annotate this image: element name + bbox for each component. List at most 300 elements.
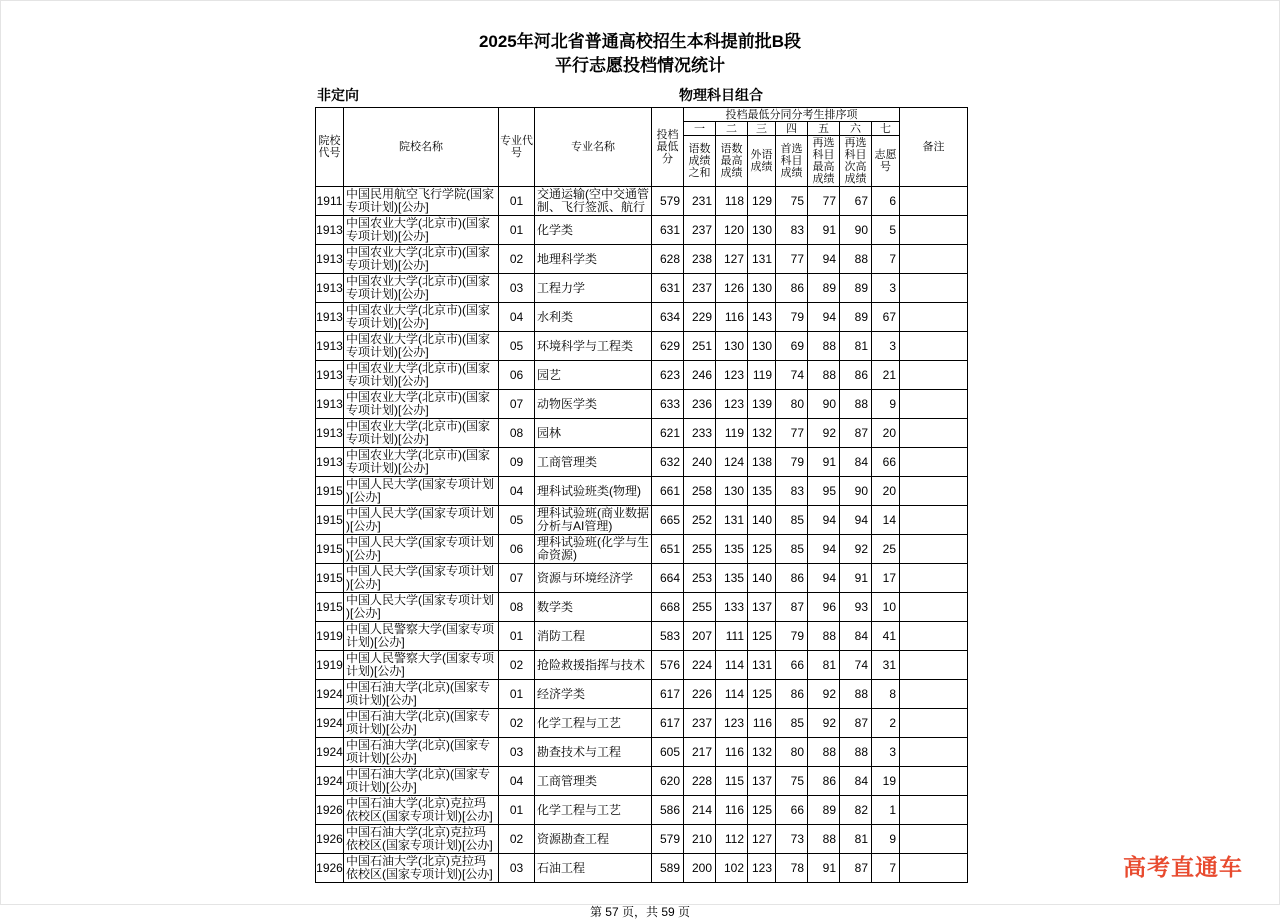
rank-4-cell: 87 <box>776 593 808 622</box>
min-score-cell: 631 <box>652 216 684 245</box>
rank-5-cell: 96 <box>808 593 840 622</box>
table-body <box>316 187 968 883</box>
college-name-cell: 中国农业大学(北京市)(国家专项计划)[公办] <box>344 448 499 477</box>
rank-5-cell: 88 <box>808 825 840 854</box>
table-row <box>316 767 968 796</box>
rank-2-cell: 120 <box>716 216 748 245</box>
rank-col-label-6: 再选科目次高成绩 <box>840 136 872 187</box>
rank-4-cell: 85 <box>776 709 808 738</box>
rank-2-cell: 115 <box>716 767 748 796</box>
remark-cell <box>900 361 968 390</box>
rank-5-cell: 94 <box>808 564 840 593</box>
rank-4-cell: 77 <box>776 245 808 274</box>
rank-col-label-3: 外语成绩 <box>748 136 776 187</box>
major-code-cell: 08 <box>499 593 535 622</box>
rank-6-cell: 67 <box>840 187 872 216</box>
college-name-cell: 中国人民大学(国家专项计划)[公办] <box>344 506 499 535</box>
rank-6-cell: 84 <box>840 767 872 796</box>
min-score-cell: 579 <box>652 187 684 216</box>
labels-row <box>315 85 967 103</box>
rank-4-cell: 79 <box>776 622 808 651</box>
rank-col-label-1: 语数成绩之和 <box>684 136 716 187</box>
college-code-cell: 1919 <box>316 651 344 680</box>
header-major-code: 专业代号 <box>499 108 535 187</box>
remark-cell <box>900 332 968 361</box>
college-code-cell: 1913 <box>316 448 344 477</box>
table-row <box>316 506 968 535</box>
min-score-cell: 623 <box>652 361 684 390</box>
college-code-cell: 1924 <box>316 767 344 796</box>
rank-4-cell: 79 <box>776 448 808 477</box>
rank-3-cell: 137 <box>748 593 776 622</box>
remark-cell <box>900 419 968 448</box>
rank-col-number-4: 四 <box>776 122 808 136</box>
rank-3-cell: 131 <box>748 651 776 680</box>
rank-7-cell: 14 <box>872 506 900 535</box>
table-row <box>316 245 968 274</box>
rank-7-cell: 3 <box>872 738 900 767</box>
college-name-cell: 中国农业大学(北京市)(国家专项计划)[公办] <box>344 303 499 332</box>
min-score-cell: 576 <box>652 651 684 680</box>
major-code-cell: 08 <box>499 419 535 448</box>
table-row <box>316 448 968 477</box>
rank-2-cell: 123 <box>716 361 748 390</box>
table-row <box>316 535 968 564</box>
rank-1-cell: 207 <box>684 622 716 651</box>
table-row <box>316 680 968 709</box>
major-code-cell: 02 <box>499 825 535 854</box>
rank-7-cell: 17 <box>872 564 900 593</box>
rank-6-cell: 81 <box>840 825 872 854</box>
major-code-cell: 03 <box>499 738 535 767</box>
rank-7-cell: 9 <box>872 390 900 419</box>
remark-cell <box>900 216 968 245</box>
rank-4-cell: 69 <box>776 332 808 361</box>
rank-4-cell: 78 <box>776 854 808 883</box>
rank-7-cell: 8 <box>872 680 900 709</box>
min-score-cell: 632 <box>652 448 684 477</box>
major-code-cell: 05 <box>499 332 535 361</box>
table-header <box>316 108 968 187</box>
remark-cell <box>900 709 968 738</box>
major-code-cell: 07 <box>499 390 535 419</box>
college-name-cell: 中国农业大学(北京市)(国家专项计划)[公办] <box>344 274 499 303</box>
rank-3-cell: 135 <box>748 477 776 506</box>
header-remark: 备注 <box>900 108 968 187</box>
rank-col-number-3: 三 <box>748 122 776 136</box>
college-code-cell: 1915 <box>316 535 344 564</box>
rank-1-cell: 233 <box>684 419 716 448</box>
rank-4-cell: 77 <box>776 419 808 448</box>
rank-col-label-4: 首选科目成绩 <box>776 136 808 187</box>
rank-4-cell: 75 <box>776 187 808 216</box>
rank-1-cell: 229 <box>684 303 716 332</box>
remark-cell <box>900 187 968 216</box>
watermark-logo: 高考直通车 <box>1123 854 1243 880</box>
rank-2-cell: 116 <box>716 738 748 767</box>
rank-4-cell: 79 <box>776 303 808 332</box>
rank-3-cell: 125 <box>748 622 776 651</box>
rank-5-cell: 94 <box>808 245 840 274</box>
rank-5-cell: 86 <box>808 767 840 796</box>
min-score-cell: 668 <box>652 593 684 622</box>
rank-6-cell: 92 <box>840 535 872 564</box>
table-row <box>316 593 968 622</box>
rank-col-label-7: 志愿号 <box>872 136 900 187</box>
rank-5-cell: 89 <box>808 274 840 303</box>
rank-2-cell: 123 <box>716 709 748 738</box>
rank-2-cell: 135 <box>716 535 748 564</box>
major-code-cell: 01 <box>499 216 535 245</box>
table-row <box>316 477 968 506</box>
rank-6-cell: 81 <box>840 332 872 361</box>
rank-4-cell: 80 <box>776 738 808 767</box>
rank-1-cell: 224 <box>684 651 716 680</box>
college-code-cell: 1913 <box>316 245 344 274</box>
rank-6-cell: 88 <box>840 680 872 709</box>
rank-5-cell: 90 <box>808 390 840 419</box>
table-row <box>316 651 968 680</box>
college-name-cell: 中国农业大学(北京市)(国家专项计划)[公办] <box>344 332 499 361</box>
college-code-cell: 1915 <box>316 564 344 593</box>
rank-3-cell: 140 <box>748 564 776 593</box>
rank-2-cell: 130 <box>716 332 748 361</box>
college-name-cell: 中国石油大学(北京)克拉玛依校区(国家专项计划)[公办] <box>344 854 499 883</box>
rank-6-cell: 88 <box>840 390 872 419</box>
rank-1-cell: 217 <box>684 738 716 767</box>
table-row <box>316 419 968 448</box>
rank-3-cell: 123 <box>748 854 776 883</box>
remark-cell <box>900 593 968 622</box>
header-row-group <box>316 108 968 122</box>
min-score-cell: 617 <box>652 680 684 709</box>
college-name-cell: 中国农业大学(北京市)(国家专项计划)[公办] <box>344 390 499 419</box>
remark-cell <box>900 680 968 709</box>
rank-7-cell: 1 <box>872 796 900 825</box>
rank-4-cell: 86 <box>776 680 808 709</box>
orientation-label: 非定向 <box>317 87 359 103</box>
rank-5-cell: 91 <box>808 448 840 477</box>
rank-7-cell: 67 <box>872 303 900 332</box>
major-name-cell: 石油工程 <box>535 854 652 883</box>
table-row <box>316 187 968 216</box>
title-block <box>1 1 1279 78</box>
major-name-cell: 动物医学类 <box>535 390 652 419</box>
rank-5-cell: 88 <box>808 622 840 651</box>
rank-5-cell: 92 <box>808 709 840 738</box>
rank-3-cell: 127 <box>748 825 776 854</box>
rank-4-cell: 80 <box>776 390 808 419</box>
rank-6-cell: 82 <box>840 796 872 825</box>
rank-col-label-2: 语数最高成绩 <box>716 136 748 187</box>
min-score-cell: 583 <box>652 622 684 651</box>
college-name-cell: 中国人民大学(国家专项计划)[公办] <box>344 477 499 506</box>
rank-3-cell: 129 <box>748 187 776 216</box>
rank-3-cell: 137 <box>748 767 776 796</box>
rank-col-number-1: 一 <box>684 122 716 136</box>
table-row <box>316 738 968 767</box>
min-score-cell: 605 <box>652 738 684 767</box>
rank-7-cell: 3 <box>872 274 900 303</box>
rank-4-cell: 85 <box>776 535 808 564</box>
rank-2-cell: 114 <box>716 651 748 680</box>
college-name-cell: 中国人民大学(国家专项计划)[公办] <box>344 535 499 564</box>
rank-5-cell: 77 <box>808 187 840 216</box>
major-name-cell: 环境科学与工程类 <box>535 332 652 361</box>
major-code-cell: 02 <box>499 245 535 274</box>
college-name-cell: 中国民用航空飞行学院(国家专项计划)[公办] <box>344 187 499 216</box>
rank-6-cell: 90 <box>840 216 872 245</box>
major-code-cell: 01 <box>499 796 535 825</box>
major-code-cell: 07 <box>499 564 535 593</box>
rank-2-cell: 124 <box>716 448 748 477</box>
min-score-cell: 661 <box>652 477 684 506</box>
major-name-cell: 消防工程 <box>535 622 652 651</box>
college-code-cell: 1926 <box>316 825 344 854</box>
rank-7-cell: 5 <box>872 216 900 245</box>
remark-cell <box>900 622 968 651</box>
rank-6-cell: 87 <box>840 419 872 448</box>
college-code-cell: 1913 <box>316 303 344 332</box>
rank-6-cell: 88 <box>840 245 872 274</box>
college-code-cell: 1913 <box>316 332 344 361</box>
rank-3-cell: 125 <box>748 796 776 825</box>
rank-1-cell: 246 <box>684 361 716 390</box>
rank-7-cell: 7 <box>872 854 900 883</box>
rank-7-cell: 3 <box>872 332 900 361</box>
college-name-cell: 中国农业大学(北京市)(国家专项计划)[公办] <box>344 245 499 274</box>
rank-5-cell: 89 <box>808 796 840 825</box>
college-code-cell: 1913 <box>316 274 344 303</box>
major-code-cell: 01 <box>499 680 535 709</box>
rank-6-cell: 89 <box>840 274 872 303</box>
rank-1-cell: 237 <box>684 709 716 738</box>
rank-2-cell: 127 <box>716 245 748 274</box>
min-score-cell: 664 <box>652 564 684 593</box>
rank-6-cell: 91 <box>840 564 872 593</box>
rank-2-cell: 131 <box>716 506 748 535</box>
college-code-cell: 1926 <box>316 854 344 883</box>
table-row <box>316 622 968 651</box>
rank-1-cell: 238 <box>684 245 716 274</box>
min-score-cell: 665 <box>652 506 684 535</box>
min-score-cell: 628 <box>652 245 684 274</box>
rank-1-cell: 255 <box>684 535 716 564</box>
rank-col-number-7: 七 <box>872 122 900 136</box>
rank-col-label-5: 再选科目最高成绩 <box>808 136 840 187</box>
major-code-cell: 05 <box>499 506 535 535</box>
rank-1-cell: 237 <box>684 274 716 303</box>
college-name-cell: 中国石油大学(北京)克拉玛依校区(国家专项计划)[公办] <box>344 796 499 825</box>
rank-6-cell: 84 <box>840 622 872 651</box>
rank-7-cell: 9 <box>872 825 900 854</box>
remark-cell <box>900 651 968 680</box>
rank-1-cell: 253 <box>684 564 716 593</box>
major-code-cell: 04 <box>499 303 535 332</box>
rank-4-cell: 86 <box>776 274 808 303</box>
rank-4-cell: 86 <box>776 564 808 593</box>
min-score-cell: 631 <box>652 274 684 303</box>
header-major-name: 专业名称 <box>535 108 652 187</box>
header-college-code: 院校代号 <box>316 108 344 187</box>
rank-3-cell: 125 <box>748 680 776 709</box>
college-name-cell: 中国农业大学(北京市)(国家专项计划)[公办] <box>344 361 499 390</box>
major-name-cell: 资源与环境经济学 <box>535 564 652 593</box>
major-code-cell: 02 <box>499 709 535 738</box>
rank-3-cell: 138 <box>748 448 776 477</box>
table-row <box>316 796 968 825</box>
major-name-cell: 工程力学 <box>535 274 652 303</box>
min-score-cell: 579 <box>652 825 684 854</box>
rank-7-cell: 7 <box>872 245 900 274</box>
rank-6-cell: 87 <box>840 854 872 883</box>
rank-3-cell: 132 <box>748 419 776 448</box>
major-code-cell: 06 <box>499 361 535 390</box>
rank-4-cell: 74 <box>776 361 808 390</box>
rank-1-cell: 237 <box>684 216 716 245</box>
table-row <box>316 564 968 593</box>
remark-cell <box>900 738 968 767</box>
major-name-cell: 园艺 <box>535 361 652 390</box>
college-name-cell: 中国人民警察大学(国家专项计划)[公办] <box>344 651 499 680</box>
rank-1-cell: 200 <box>684 854 716 883</box>
college-code-cell: 1913 <box>316 419 344 448</box>
major-name-cell: 理科试验班类(物理) <box>535 477 652 506</box>
rank-3-cell: 119 <box>748 361 776 390</box>
major-name-cell: 工商管理类 <box>535 767 652 796</box>
major-name-cell: 化学工程与工艺 <box>535 796 652 825</box>
min-score-cell: 629 <box>652 332 684 361</box>
remark-cell <box>900 274 968 303</box>
rank-4-cell: 66 <box>776 651 808 680</box>
college-name-cell: 中国石油大学(北京)克拉玛依校区(国家专项计划)[公办] <box>344 825 499 854</box>
subject-group-label: 物理科目组合 <box>679 87 763 103</box>
college-code-cell: 1915 <box>316 593 344 622</box>
rank-2-cell: 112 <box>716 825 748 854</box>
major-name-cell: 交通运输(空中交通管制、飞行签派、航行 <box>535 187 652 216</box>
remark-cell <box>900 854 968 883</box>
rank-7-cell: 41 <box>872 622 900 651</box>
remark-cell <box>900 477 968 506</box>
major-code-cell: 09 <box>499 448 535 477</box>
rank-5-cell: 92 <box>808 419 840 448</box>
rank-5-cell: 88 <box>808 361 840 390</box>
min-score-cell: 620 <box>652 767 684 796</box>
rank-4-cell: 73 <box>776 825 808 854</box>
rank-4-cell: 83 <box>776 477 808 506</box>
rank-1-cell: 255 <box>684 593 716 622</box>
rank-1-cell: 214 <box>684 796 716 825</box>
rank-7-cell: 21 <box>872 361 900 390</box>
min-score-cell: 589 <box>652 854 684 883</box>
rank-1-cell: 228 <box>684 767 716 796</box>
major-name-cell: 水利类 <box>535 303 652 332</box>
college-code-cell: 1924 <box>316 709 344 738</box>
rank-2-cell: 119 <box>716 419 748 448</box>
min-score-cell: 651 <box>652 535 684 564</box>
table-row <box>316 390 968 419</box>
rank-col-number-6: 六 <box>840 122 872 136</box>
rank-3-cell: 116 <box>748 709 776 738</box>
rank-4-cell: 75 <box>776 767 808 796</box>
rank-1-cell: 210 <box>684 825 716 854</box>
college-code-cell: 1915 <box>316 506 344 535</box>
rank-5-cell: 92 <box>808 680 840 709</box>
rank-3-cell: 130 <box>748 216 776 245</box>
rank-5-cell: 81 <box>808 651 840 680</box>
remark-cell <box>900 303 968 332</box>
major-name-cell: 资源勘查工程 <box>535 825 652 854</box>
rank-3-cell: 139 <box>748 390 776 419</box>
rank-5-cell: 94 <box>808 535 840 564</box>
rank-6-cell: 74 <box>840 651 872 680</box>
rank-5-cell: 94 <box>808 506 840 535</box>
rank-2-cell: 114 <box>716 680 748 709</box>
rank-3-cell: 125 <box>748 535 776 564</box>
rank-6-cell: 84 <box>840 448 872 477</box>
rank-2-cell: 130 <box>716 477 748 506</box>
rank-3-cell: 140 <box>748 506 776 535</box>
remark-cell <box>900 796 968 825</box>
remark-cell <box>900 245 968 274</box>
major-name-cell: 园林 <box>535 419 652 448</box>
major-name-cell: 地理科学类 <box>535 245 652 274</box>
college-name-cell: 中国人民警察大学(国家专项计划)[公办] <box>344 622 499 651</box>
rank-3-cell: 131 <box>748 245 776 274</box>
college-code-cell: 1926 <box>316 796 344 825</box>
min-score-cell: 633 <box>652 390 684 419</box>
rank-col-number-2: 二 <box>716 122 748 136</box>
rank-6-cell: 94 <box>840 506 872 535</box>
rank-6-cell: 88 <box>840 738 872 767</box>
table-row <box>316 303 968 332</box>
rank-7-cell: 20 <box>872 419 900 448</box>
rank-6-cell: 90 <box>840 477 872 506</box>
rank-1-cell: 258 <box>684 477 716 506</box>
rank-6-cell: 87 <box>840 709 872 738</box>
rank-3-cell: 130 <box>748 274 776 303</box>
table-row <box>316 854 968 883</box>
remark-cell <box>900 825 968 854</box>
page-number-footer: 第 57 页，共 59 页 <box>589 905 691 919</box>
rank-1-cell: 231 <box>684 187 716 216</box>
major-name-cell: 工商管理类 <box>535 448 652 477</box>
college-code-cell: 1919 <box>316 622 344 651</box>
college-code-cell: 1913 <box>316 216 344 245</box>
rank-6-cell: 86 <box>840 361 872 390</box>
rank-7-cell: 19 <box>872 767 900 796</box>
rank-6-cell: 89 <box>840 303 872 332</box>
rank-4-cell: 66 <box>776 796 808 825</box>
table-row <box>316 709 968 738</box>
rank-7-cell: 6 <box>872 187 900 216</box>
header-college-name: 院校名称 <box>344 108 499 187</box>
table-row <box>316 274 968 303</box>
major-name-cell: 理科试验班(商业数据分析与AI管理) <box>535 506 652 535</box>
min-score-cell: 621 <box>652 419 684 448</box>
rank-2-cell: 118 <box>716 187 748 216</box>
rank-5-cell: 88 <box>808 738 840 767</box>
min-score-cell: 634 <box>652 303 684 332</box>
college-name-cell: 中国石油大学(北京)(国家专项计划)[公办] <box>344 680 499 709</box>
remark-cell <box>900 564 968 593</box>
table-row <box>316 825 968 854</box>
major-code-cell: 04 <box>499 767 535 796</box>
page-title-line1: 2025年河北省普通高校招生本科提前批B段 <box>478 32 802 51</box>
rank-5-cell: 88 <box>808 332 840 361</box>
rank-2-cell: 123 <box>716 390 748 419</box>
rank-5-cell: 94 <box>808 303 840 332</box>
